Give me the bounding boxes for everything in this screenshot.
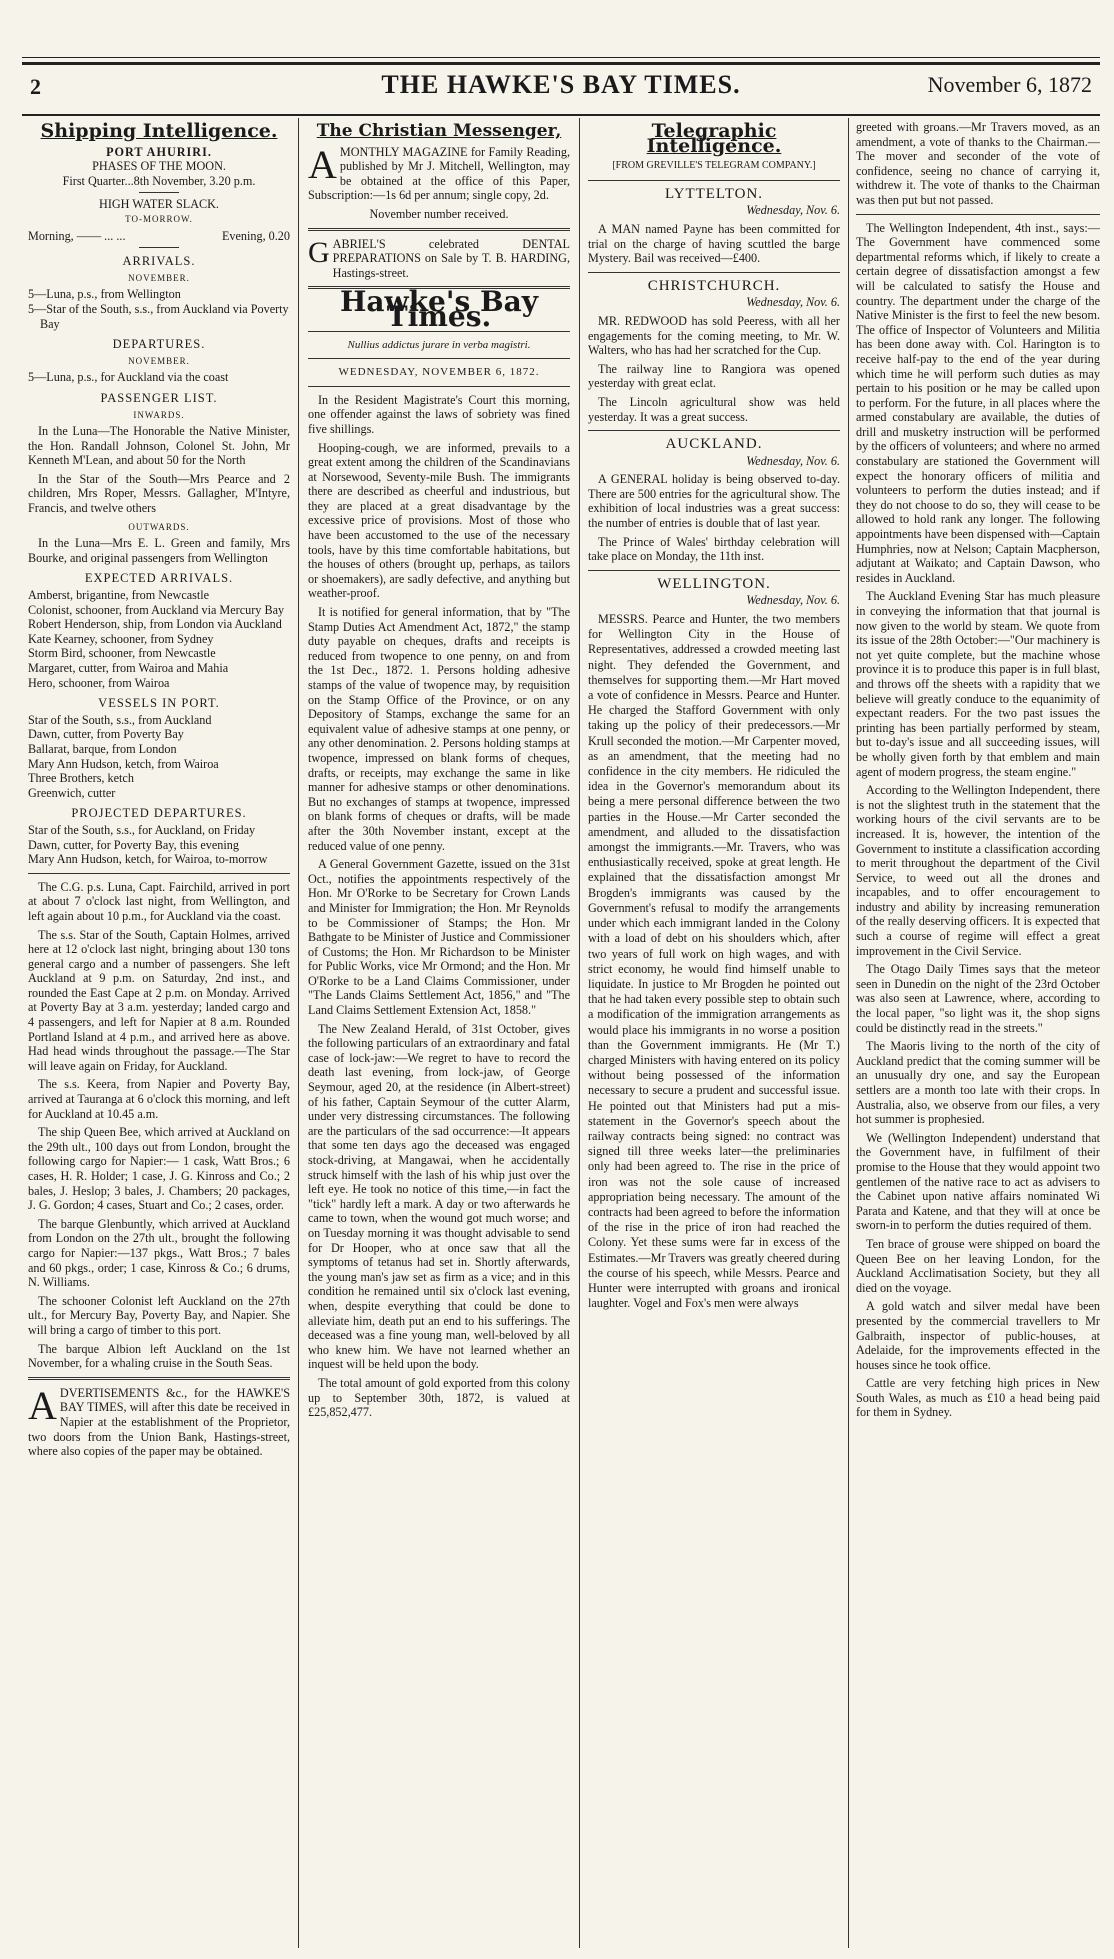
place-heading: AUCKLAND.: [665, 436, 763, 453]
column-divider: [848, 118, 849, 1948]
projected-item: Dawn, cutter, for Poverty Bay, this evening: [28, 837, 239, 852]
news-paragraph: greeted with groans.—Mr Travers moved, as an amendment, a vote of thanks to the Chairman.—The mover and seconder of the vote of confidence, seeing no chance of carrying it, withdrew it. The vote of thanks to the Chairman was then put but not passed.: [856, 120, 1100, 207]
divider: [139, 192, 179, 193]
tide-times: [28, 229, 290, 244]
top-rule: [22, 57, 1100, 58]
gabriel-text: ABRIEL'S celebrated DENTAL PREPARATIONS on Sale by T. B. HARDING, Hastings-street.: [332, 236, 570, 280]
editorial-paragraph: The New Zealand Herald, of 31st October, gives the following particulars of an extraordinary and fatal case of lock-jaw:—We regret to have to record the death last evening, from lock-jaw, of George Seymour, aged 20, at the residence (in Albert-street) of his father, Captain Seymour of the cutter Alarm, under very distressing circumstances. The following are the particulars of the sad occurrence:—It appears that some ten days ago the deceased was engaged stock-driving, at Mangawai, when he accidentally struck himself with the lash of his whip just over the left eye. He took no notice of this time,—in fact the "tick" hardly left a mark. A day or two afterwards he came to town, when the wound got much worse; and on Tuesday morning it was thought advisable to send for Dr Hooper, who at once saw that all the symptoms of tetanus had set in. Shortly afterwards, the young man's jaw set as firm as a vice; and in this condition he remained until six o'clock last evening, when, despite everything that could be done to alleviate him, death put an end to his sufferings. The deceased was a fine young man, well-beloved by all who knew him. We have not learned whether an inquest will be held upon the body.: [308, 1021, 570, 1372]
vessel-item: Three Brothers, ketch: [28, 771, 134, 786]
vessels-title: VESSELS IN PORT.: [98, 696, 220, 711]
vessel-item: Mary Ann Hudson, ketch, from Wairoa: [28, 756, 219, 771]
shipping-paragraph: The s.s. Star of the South, Captain Holmes, arrived here at 12 o'clock last night, bringing about 130 tons general cargo and a number of passengers. She left Auckland at 9 p.m. on Saturday, 2nd inst., and rounded the East Cape at 2 p.m. on Monday. Arrived at Poverty Bay at 3 a.m. yesterday; landed cargo and 4 passengers, and left for Napier at 8 a.m. Rounded Portland Island at 4 p.m., and arrived here as above. Had head winds throughout the passage.—The Star will leave again on Friday, for Auckland.: [28, 927, 290, 1073]
dateline: Wednesday, Nov. 6.: [746, 453, 840, 468]
telegram-paragraph: The Prince of Wales' birthday celebration will take place on Monday, the 11th inst.: [588, 534, 840, 564]
telegram-paragraph: MR. REDWOOD has sold Peeress, with all her engagements for the coming meeting, to Mr. W. Walters, who has had her scratched for the Cup.: [588, 313, 840, 358]
projected-item: Mary Ann Hudson, ketch, for Wairoa, to-morrow: [28, 852, 268, 867]
news-paragraph: A gold watch and silver medal have been presented by the commercial travellers to Mr Galbraith, inspector of public-houses, at Adelaide, for the improvements effected in the houses since he took office.: [856, 1299, 1100, 1372]
messenger-title: The Christian Messenger,: [316, 121, 562, 141]
drop-cap: G: [308, 235, 330, 269]
telegram-paragraph: A GENERAL holiday is being observed to-day. There are 500 entries for the agricultural show. The exhibition of local industries was a great success: the number of entries is double that of last year.: [588, 472, 840, 531]
column-telegraphic: [588, 120, 840, 1950]
news-paragraph: According to the Wellington Independent, there is not the slightest truth in the statement that the working hours of the civil servants are to be increased. It is, however, the intention of the Government to institute a classification according to merit throughout the department of the Civil Service, to weed out all the drones and incapables, and to offer encouragement to industry and ability by increasing remuneration of the really deserving officers. It is expected that such a course of regime will effect a great improvement in the Civil Service.: [856, 783, 1100, 958]
shipping-paragraph: The barque Albion left Auckland on the 1st November, for a whaling cruise in the South Seas.: [28, 1341, 290, 1371]
advertisement-notice: [28, 1382, 290, 1459]
header-rule: [22, 114, 1100, 116]
dateline: Wednesday, Nov. 6.: [746, 593, 840, 608]
messenger-ad: [308, 141, 570, 203]
expected-item: Hero, schooner, from Wairoa: [28, 675, 170, 690]
column-shipping: [28, 120, 290, 1950]
telegram-paragraph: MESSRS. Pearce and Hunter, the two members for Wellington City in the House of Representatives, addressed a crowded meeting last night. They defended the Government, and themselves for supporting them.—Mr Hart moved a vote of confidence in Messrs. Pearce and Hunter. He charged the Stafford Government with only taking up the policy of their predecessors.—Mr Krull seconded the motion.—Mr Carpenter moved, as an amendment, that the meeting had no confidence in the city members. He ridiculed the idea in the Governor's memorandum about its being a mere personal difference between the two parties in the House.—Mr Carter seconded the amendment, and alluded to the dissatisfaction amongst the immigrants.—Mr. Travers, who was enthusiastically received, spoke at great length. He explained that the dissatisfaction amongst Mr Brogden's immigrants was caused by the Government's refusal to modify the arrangements under which each immigrant landed in the Colony with a load of debt on his shoulders which, after two years of full work on high wages, and with strict economy, he would find himself unable to liquidate. In justice to Mr Brogden he pointed out that he had taken every possible step to obtain such a modification of the immigration arrangements as would place his immigrants in no worse a position than the Government immigrants. He (Mr T.) charged Ministers with having entered on its policy without being possessed of the information necessary to secure a prudent and successful issue. He pointed out that Ministers had put a mis-statement in the Governor's speech about the railway contracts being signed: no contract was signed till three weeks later—the preliminaries only had been agreed to. The rise in the price of iron was not the sole cause of increased appropriation being necessary. The amount of the contracts had been agreed to before the information of the rise in the price of iron had reached the Colony. Yet these sums were far in excess of the Estimates.—Mr Travers was greatly cheered during the course of his speech, while Messrs. Pearce and Hunter were interrupted with groans and ironical laughter. Vogel and Fox's men were always: [588, 612, 840, 1311]
column-divider: [298, 118, 299, 1948]
expected-title: EXPECTED ARRIVALS.: [84, 571, 234, 586]
divider: [588, 430, 840, 431]
expected-item: Colonist, schooner, from Auckland via Mercury Bay: [28, 602, 285, 617]
expected-item: Amberst, brigantine, from Newcastle: [28, 588, 210, 603]
editorial-paragraph: The total amount of gold exported from this colony up to September 30th, 1872, is valued at £25,852,477.: [308, 1375, 570, 1420]
vessel-item: Ballarat, barque, from London: [28, 741, 177, 756]
section-heading: Shipping Intelligence.: [40, 120, 278, 142]
motto: Nullius addictus jurare in verba magistri.: [347, 338, 531, 351]
advertisement-text: DVERTISEMENTS &c., for the HAWKE'S BAY TIMES, will after this date be received in Napier at the establishment of the Proprietor, two doors from the Union Bank, Hastings-street, where also copies of the paper may be obtained.: [28, 1385, 290, 1459]
moon-title: PHASES OF THE MOON.: [92, 159, 226, 174]
masthead-date: WEDNESDAY, NOVEMBER 6, 1872.: [338, 366, 540, 379]
divider: [588, 272, 840, 273]
vessel-item: Star of the South, s.s., from Auckland: [28, 712, 212, 727]
news-paragraph: Cattle are very fetching high prices in New South Wales, as much as £10 a head being paid for them in Sydney.: [856, 1376, 1100, 1420]
messenger-note: November number received.: [369, 206, 509, 221]
tide-evening: Evening, 0.20: [221, 228, 290, 243]
expected-item: Margaret, cutter, from Wairoa and Mahia: [28, 661, 229, 675]
news-paragraph: We (Wellington Independent) understand that the Government have, in fulfilment of their promise to the House that they would appoint two gentlemen of the native race to act as advisers to the Cabinet upon native affairs nominated Wi Parata and Katene, and that they will at once be sworn-in to perform the duties required of them.: [856, 1130, 1100, 1233]
projected-title: PROJECTED DEPARTURES.: [71, 806, 247, 821]
editorial-paragraph: In the Resident Magistrate's Court this morning, one offender against the laws of sobriety was fined five shillings.: [308, 392, 570, 436]
dateline: Wednesday, Nov. 6.: [746, 203, 840, 218]
expected-item: Storm Bird, schooner, from Newcastle: [28, 646, 216, 661]
section-heading: Telegraphic Intelligence.: [646, 120, 782, 157]
vessel-item: Dawn, cutter, from Poverty Bay: [28, 727, 184, 742]
passenger-entry: In the Star of the South—Mrs Pearce and 2 children, Mrs Roper, Messrs. Gallagher, M'Intyre, Francis, and twelve others: [28, 471, 290, 516]
news-paragraph: The Otago Daily Times says that the meteor seen in Dunedin on the night of the 23rd October was also seen at Lawrence, where, according to the local paper, "so light was it, the shop signs could be distinctly read in the streets.": [856, 962, 1100, 1035]
tide-morning: Morning, —— ... ...: [28, 228, 126, 243]
shipping-paragraph: The ship Queen Bee, which arrived at Auckland on the 29th ult., 100 days out from London, brought the following cargo for Napier:— 1 cask, Watt Bros.; 6 cases, H. R. Holder; 1 case, J. G. Kinross and Co.; 2 bales, J. Heslop; 3 bales, J. Chambers; 20 packages, J. G. Gordon; 4 cases, Stuart and Co.; 2 cases, order.: [28, 1125, 290, 1213]
news-source: [FROM GREVILLE'S TELEGRAM COMPANY.]: [612, 160, 816, 172]
outwards-label: OUTWARDS.: [128, 521, 190, 532]
shipping-paragraph: The C.G. p.s. Luna, Capt. Fairchild, arrived in port at about 7 o'clock last night, from Wellington, and left again about 10 p.m., for Auckland via the coast.: [28, 879, 290, 923]
arrival-item: 5—Luna, p.s., from Wellington: [28, 287, 181, 302]
dateline: Wednesday, Nov. 6.: [746, 295, 840, 310]
divider: [588, 570, 840, 571]
column-news: [856, 120, 1100, 1950]
vessel-item: Greenwich, cutter: [28, 785, 116, 800]
passenger-entry: In the Luna—The Honorable the Native Minister, the Hon. Randall Johnson, Colonel St. John, Mr Kenneth M'Lean, and about 50 for the North: [28, 424, 290, 468]
passenger-entry: In the Luna—Mrs E. L. Green and family, Mrs Bourke, and original passengers from Wellington: [28, 536, 290, 565]
departure-item: 5—Luna, p.s., for Auckland via the coast: [28, 370, 229, 385]
arrivals-title: ARRIVALS.: [122, 254, 196, 269]
place-heading: WELLINGTON.: [657, 575, 771, 592]
editorial-paragraph: Hooping-cough, we are informed, prevails to a great extent among the children of the Scandinavians at Norsewood, Seventy-mile Bush. The immigrants there are described as cheerful and industrious, but they are placed at a great disadvantage by the excessive price of provisions. Most of those who have been accustomed to the use of the necessary tools, have by this time comfortable habitations, but the houses of others (brought up, perhaps, as tailors or shoemakers), are sadly defective, and anything but weather-proof.: [308, 440, 570, 601]
divider: [28, 873, 290, 874]
divider: [308, 358, 570, 359]
water-title: HIGH WATER SLACK.: [99, 197, 219, 212]
expected-item: Kate Kearney, schooner, from Sydney: [28, 631, 214, 646]
shipping-paragraph: The s.s. Keera, from Napier and Poverty Bay, arrived at Tauranga at 6 o'clock this morning, and left for Auckland at 10.45 a.m.: [28, 1077, 290, 1121]
newspaper-page: [22, 0, 1100, 1959]
page-header: [22, 68, 1100, 110]
place-heading: CHRISTCHURCH.: [647, 277, 781, 294]
drop-cap: A: [28, 1382, 57, 1428]
arrival-item: 5—Star of the South, s.s., from Auckland via Poverty Bay: [28, 301, 289, 331]
port-name: PORT AHURIRI.: [106, 144, 212, 159]
telegram-paragraph: The railway line to Rangiora was opened yesterday with great eclat.: [588, 361, 840, 391]
place-heading: LYTTELTON.: [664, 185, 764, 202]
divider: [139, 247, 179, 248]
newspaper-title: THE HAWKE'S BAY TIMES.: [381, 70, 741, 99]
divider: [308, 228, 570, 231]
shipping-paragraph: The barque Glenbuntly, which arrived at Auckland from London on the 27th ult., brought the following cargo for Napier:—137 pkgs., Watt Bros.; 7 bales and 60 pkgs., order; 1 case, Kinross & Co.; 6 drums, N. Williams.: [28, 1216, 290, 1290]
news-paragraph: The Auckland Evening Star has much pleasure in conveying the information that that journal is now given to the world by steam. We quote from its issue of the 28th October:—"Our machinery is not yet quite complete, but the machine whose province it is to produce this paper is in full blast, and throws off the sheets with a rapidity that we believe will greatly conduce to the equanimity of expectant readers. For the two past issues the printing has been partially performed by steam, but to-day's issue and all succeeding issues, will be wholly given forth by that emblem and main agent of modern progress, the steam engine.": [856, 589, 1100, 779]
tomorrow-label: TO-MORROW.: [125, 213, 193, 224]
page-number: 2: [30, 74, 41, 99]
month-label: NOVEMBER.: [128, 355, 190, 366]
divider: [588, 180, 840, 181]
shipping-paragraph: The schooner Colonist left Auckland on the 27th ult., for Mercury Bay, Poverty Bay, and Napier. She will bring a cargo of timber to this port.: [28, 1293, 290, 1337]
masthead: Hawke's Bay Times.: [339, 285, 539, 333]
drop-cap: A: [308, 141, 337, 187]
passenger-list-title: PASSENGER LIST.: [100, 390, 218, 405]
issue-date: November 6, 1872: [927, 72, 1092, 97]
gabriel-ad: [308, 237, 570, 281]
top-rule-thick: [22, 62, 1100, 65]
column-editorial: [308, 120, 570, 1950]
month-label: NOVEMBER.: [128, 272, 190, 283]
messenger-text: MONTHLY MAGAZINE for Family Reading, published by Mr J. Mitchell, Wellington, may be obtained at the office of this Paper, Subscription:—1s 6d per annum; single copy, 2d.: [308, 144, 570, 203]
projected-item: Star of the South, s.s., for Auckland, on Friday: [28, 822, 256, 837]
divider: [308, 386, 570, 387]
expected-item: Robert Henderson, ship, from London via Auckland: [28, 617, 282, 632]
editorial-paragraph: It is notified for general information, that by "The Stamp Duties Act Amendment Act, 1872," the stamp duty payable on cheques, drafts and receipts is reduced from twopence to one penny, on and from the 1st Dec., 1872. 1. Persons holding adhesive stamps of the value of twopence may, by requisition on the Stamp Office of the Province, or on any Depository of Stamps, exchange the same for an equivalent value of adhesive stamps at one penny, or any other denomination. 2. Persons holding stamps at twopence, impressed on blank forms of cheques, drafts, or receipts, may exchange the same in like manner for adhesive stamps or other denominations. But no exchanges of stamps at twopence, impressed on blank forms of cheques or drafts, will be made after the 30th November instant, except at the reduced value of one penny.: [308, 605, 570, 853]
departures-title: DEPARTURES.: [112, 337, 206, 352]
column-divider: [579, 118, 580, 1948]
inwards-label: INWARDS.: [133, 409, 185, 420]
news-paragraph: The Maoris living to the north of the city of Auckland predict that the coming summer will be an unusually dry one, and say the European settlers are a month too late with their crops. In Australia, also, we observe from our files, a very hot summer is prophesied.: [856, 1039, 1100, 1127]
telegram-paragraph: A MAN named Payne has been committed for trial on the charge of having scuttled the barge Mystery. Bail was received—£400.: [588, 221, 840, 266]
telegram-paragraph: The Lincoln agricultural show was held yesterday. It was a great success.: [588, 394, 840, 424]
divider: [28, 1377, 290, 1380]
divider: [856, 214, 1100, 215]
moon-phase: First Quarter...8th November, 3.20 p.m.: [62, 173, 256, 188]
editorial-paragraph: A General Government Gazette, issued on the 31st Oct., notifies the appointments respectively of the Hon. Mr O'Rorke to be Secretary for Crown Lands and Minister for Immigration; the Hon. Mr Reynolds to be Commissioner of Stamps; the Hon. Mr Bathgate to be Minister of Justice and Commissioner of Customs; the Hon. Mr Richardson to be Minister for Public Works, vice Mr Ormond; and the Hon. Mr O'Rorke to be a Land Claims Commissioner, under "The Lands Claims Settlement Act, 1856," and "The Land Claims Settlement Extension Act, 1858.": [308, 857, 570, 1018]
news-paragraph: The Wellington Independent, 4th inst., says:—The Government have commenced some departmental reforms which, if likely to create a certain degree of dissatisfaction amongst a few will be calculated to satisfy the House and country. The department under the charge of the Native Minister is the first to feel the new besom. The office of Inspector of Volunteers and Militia has been done away with. Col. Harington is to receive half-pay to the end of the year during which time he will perform such duties as may pertain to his position or he may be called upon to perform. For the future, in all places where the armed constabulary are available, the duties of drill and musketry instruction will be performed by the officers of volunteers; and where no armed constabulary are stationed the Government will expect the honorary officers of militia and volunteers to perform the duties instead; and if they do not choose to do so, they will cease to be allowed to hold rank any longer. The following appointments have been dispensed with—Captain Humphries, now at Nelson; Captain Macpherson, adjutant at Waikato; and Captain Dawson, who resides in Auckland.: [856, 220, 1100, 585]
news-paragraph: Ten brace of grouse were shipped on board the Queen Bee on her leaving London, for the Auckland Acclimatisation Society, but they all died on the voyage.: [856, 1236, 1100, 1295]
